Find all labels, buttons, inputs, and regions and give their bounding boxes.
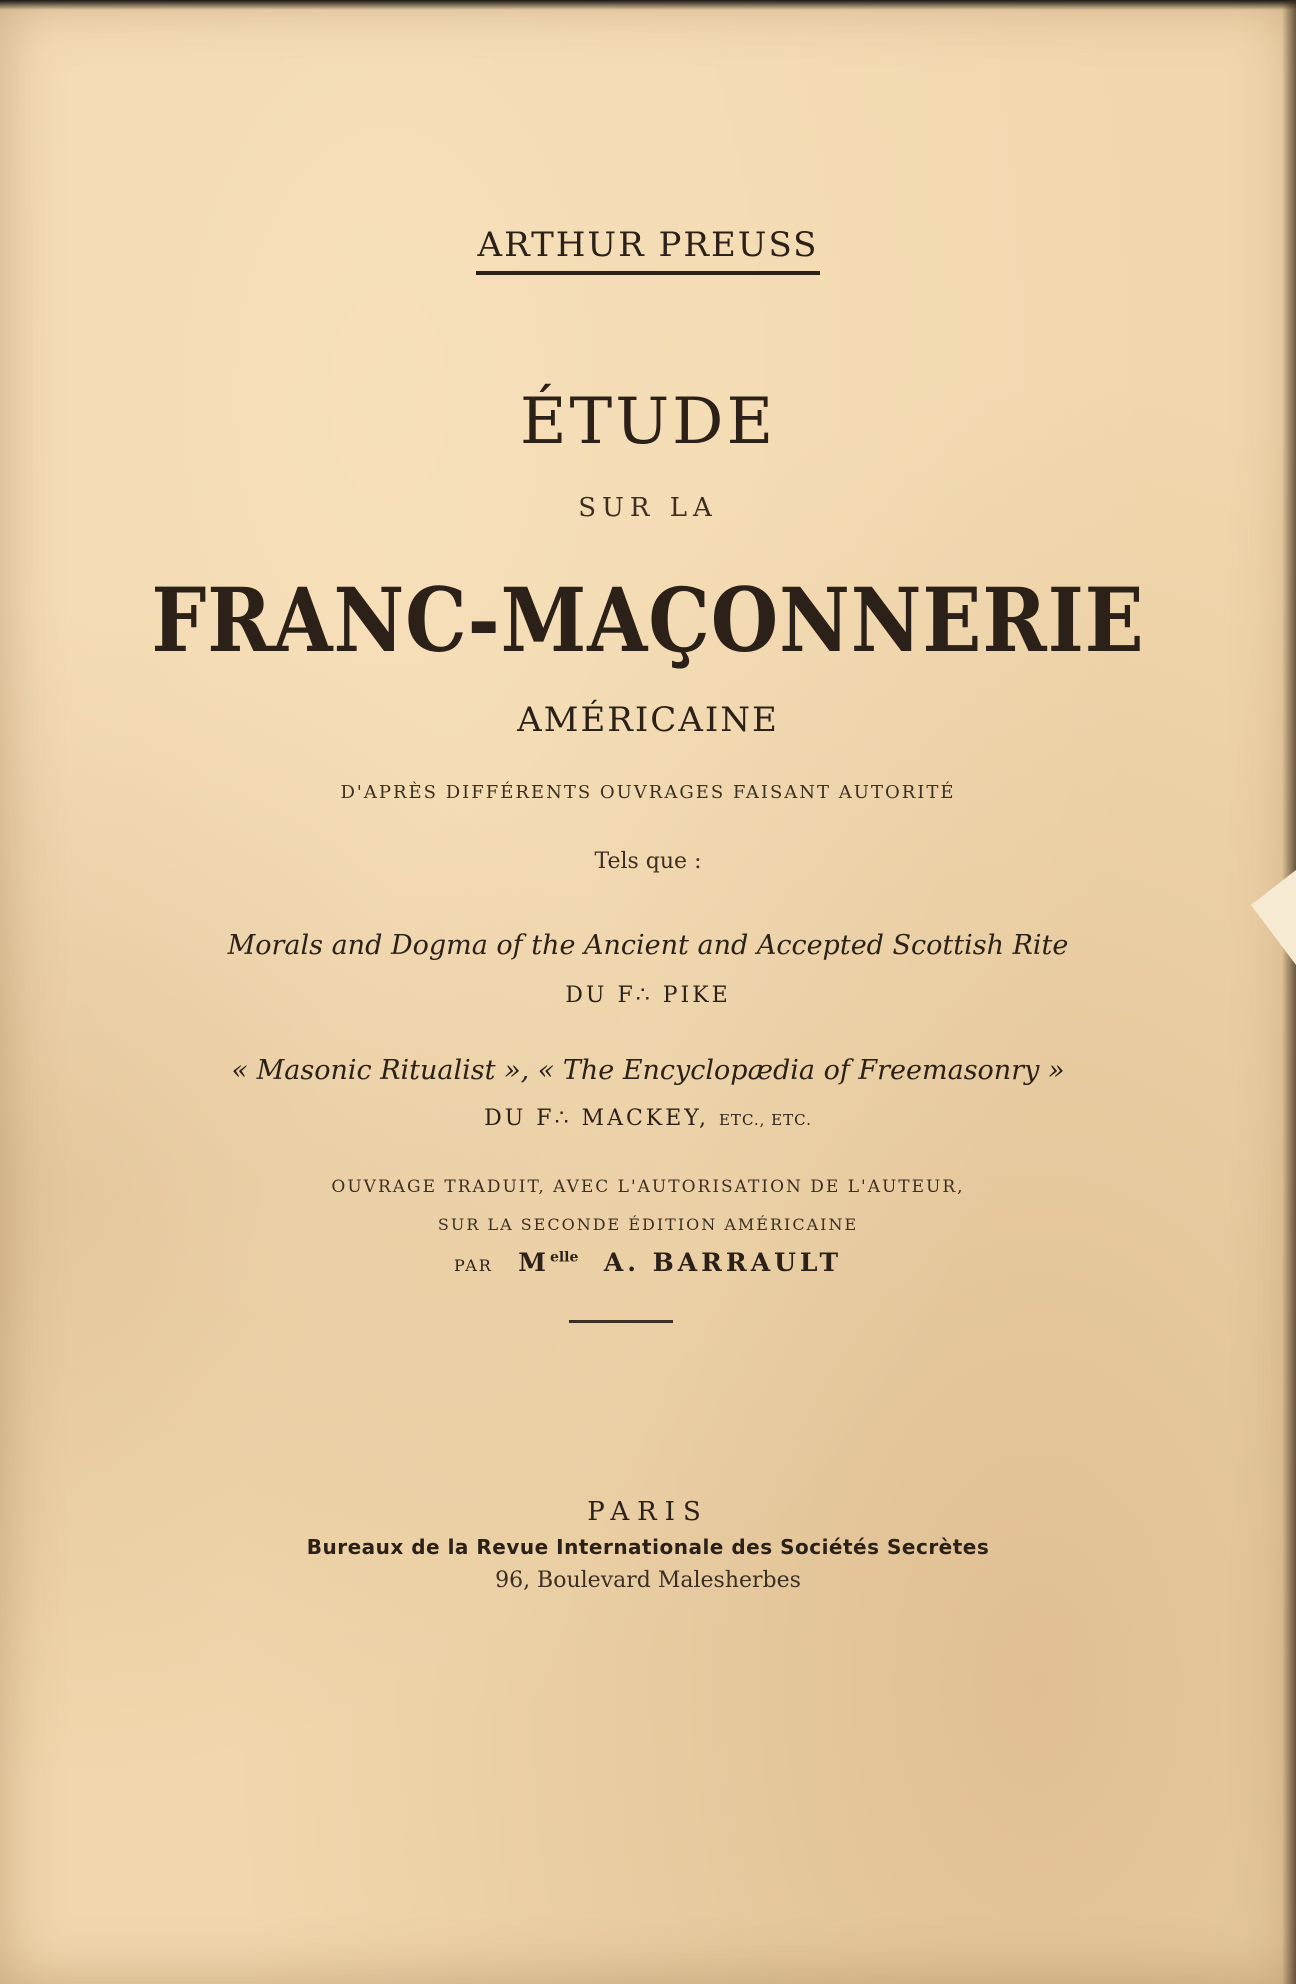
tels-que: Tels que : bbox=[594, 849, 702, 874]
top-edge-shadow bbox=[0, 0, 1296, 10]
mackey-name: DU F∴ MACKEY, bbox=[484, 1106, 709, 1131]
publisher-address: 96, Boulevard Malesherbes bbox=[495, 1568, 801, 1593]
subtitle: AMÉRICAINE bbox=[517, 700, 779, 740]
title-connector: SUR LA bbox=[578, 493, 718, 523]
work-author-pike: DU F∴ PIKE bbox=[565, 983, 731, 1008]
publisher-city: PARIS bbox=[587, 1497, 709, 1527]
work-title-morals-dogma: Morals and Dogma of the Ancient and Accepted Scottish Rite bbox=[227, 930, 1069, 961]
etc-text: ETC., ETC. bbox=[718, 1111, 812, 1129]
work-author-mackey bbox=[0, 1106, 1296, 1131]
sources-note: D'APRÈS DIFFÉRENTS OUVRAGES FAISANT AUTORITÉ bbox=[340, 782, 956, 803]
divider-rule bbox=[569, 1320, 673, 1323]
publisher-name: Bureaux de la Revue Internationale des Sociétés Secrètes bbox=[306, 1535, 990, 1559]
par-text: PAR bbox=[453, 1256, 493, 1275]
translator-name: A. BARRAULT bbox=[603, 1248, 843, 1277]
work-title-masonic: « Masonic Ritualist », « The Encyclopædia of Freemasonry » bbox=[231, 1055, 1065, 1086]
title-sup: elle bbox=[549, 1249, 579, 1266]
main-title: FRANC-MAÇONNERIE bbox=[151, 568, 1145, 672]
title-word: ÉTUDE bbox=[519, 385, 777, 459]
translation-note-1: OUVRAGE TRADUIT, AVEC L'AUTORISATION DE L'AUTEUR, bbox=[331, 1177, 965, 1197]
title-m: M bbox=[518, 1248, 550, 1277]
translator-line bbox=[0, 1248, 1296, 1277]
author-name-text: ARTHUR PREUSS bbox=[476, 225, 821, 275]
author-name bbox=[0, 225, 1296, 275]
translation-note-2: SUR LA SECONDE ÉDITION AMÉRICAINE bbox=[437, 1215, 859, 1234]
